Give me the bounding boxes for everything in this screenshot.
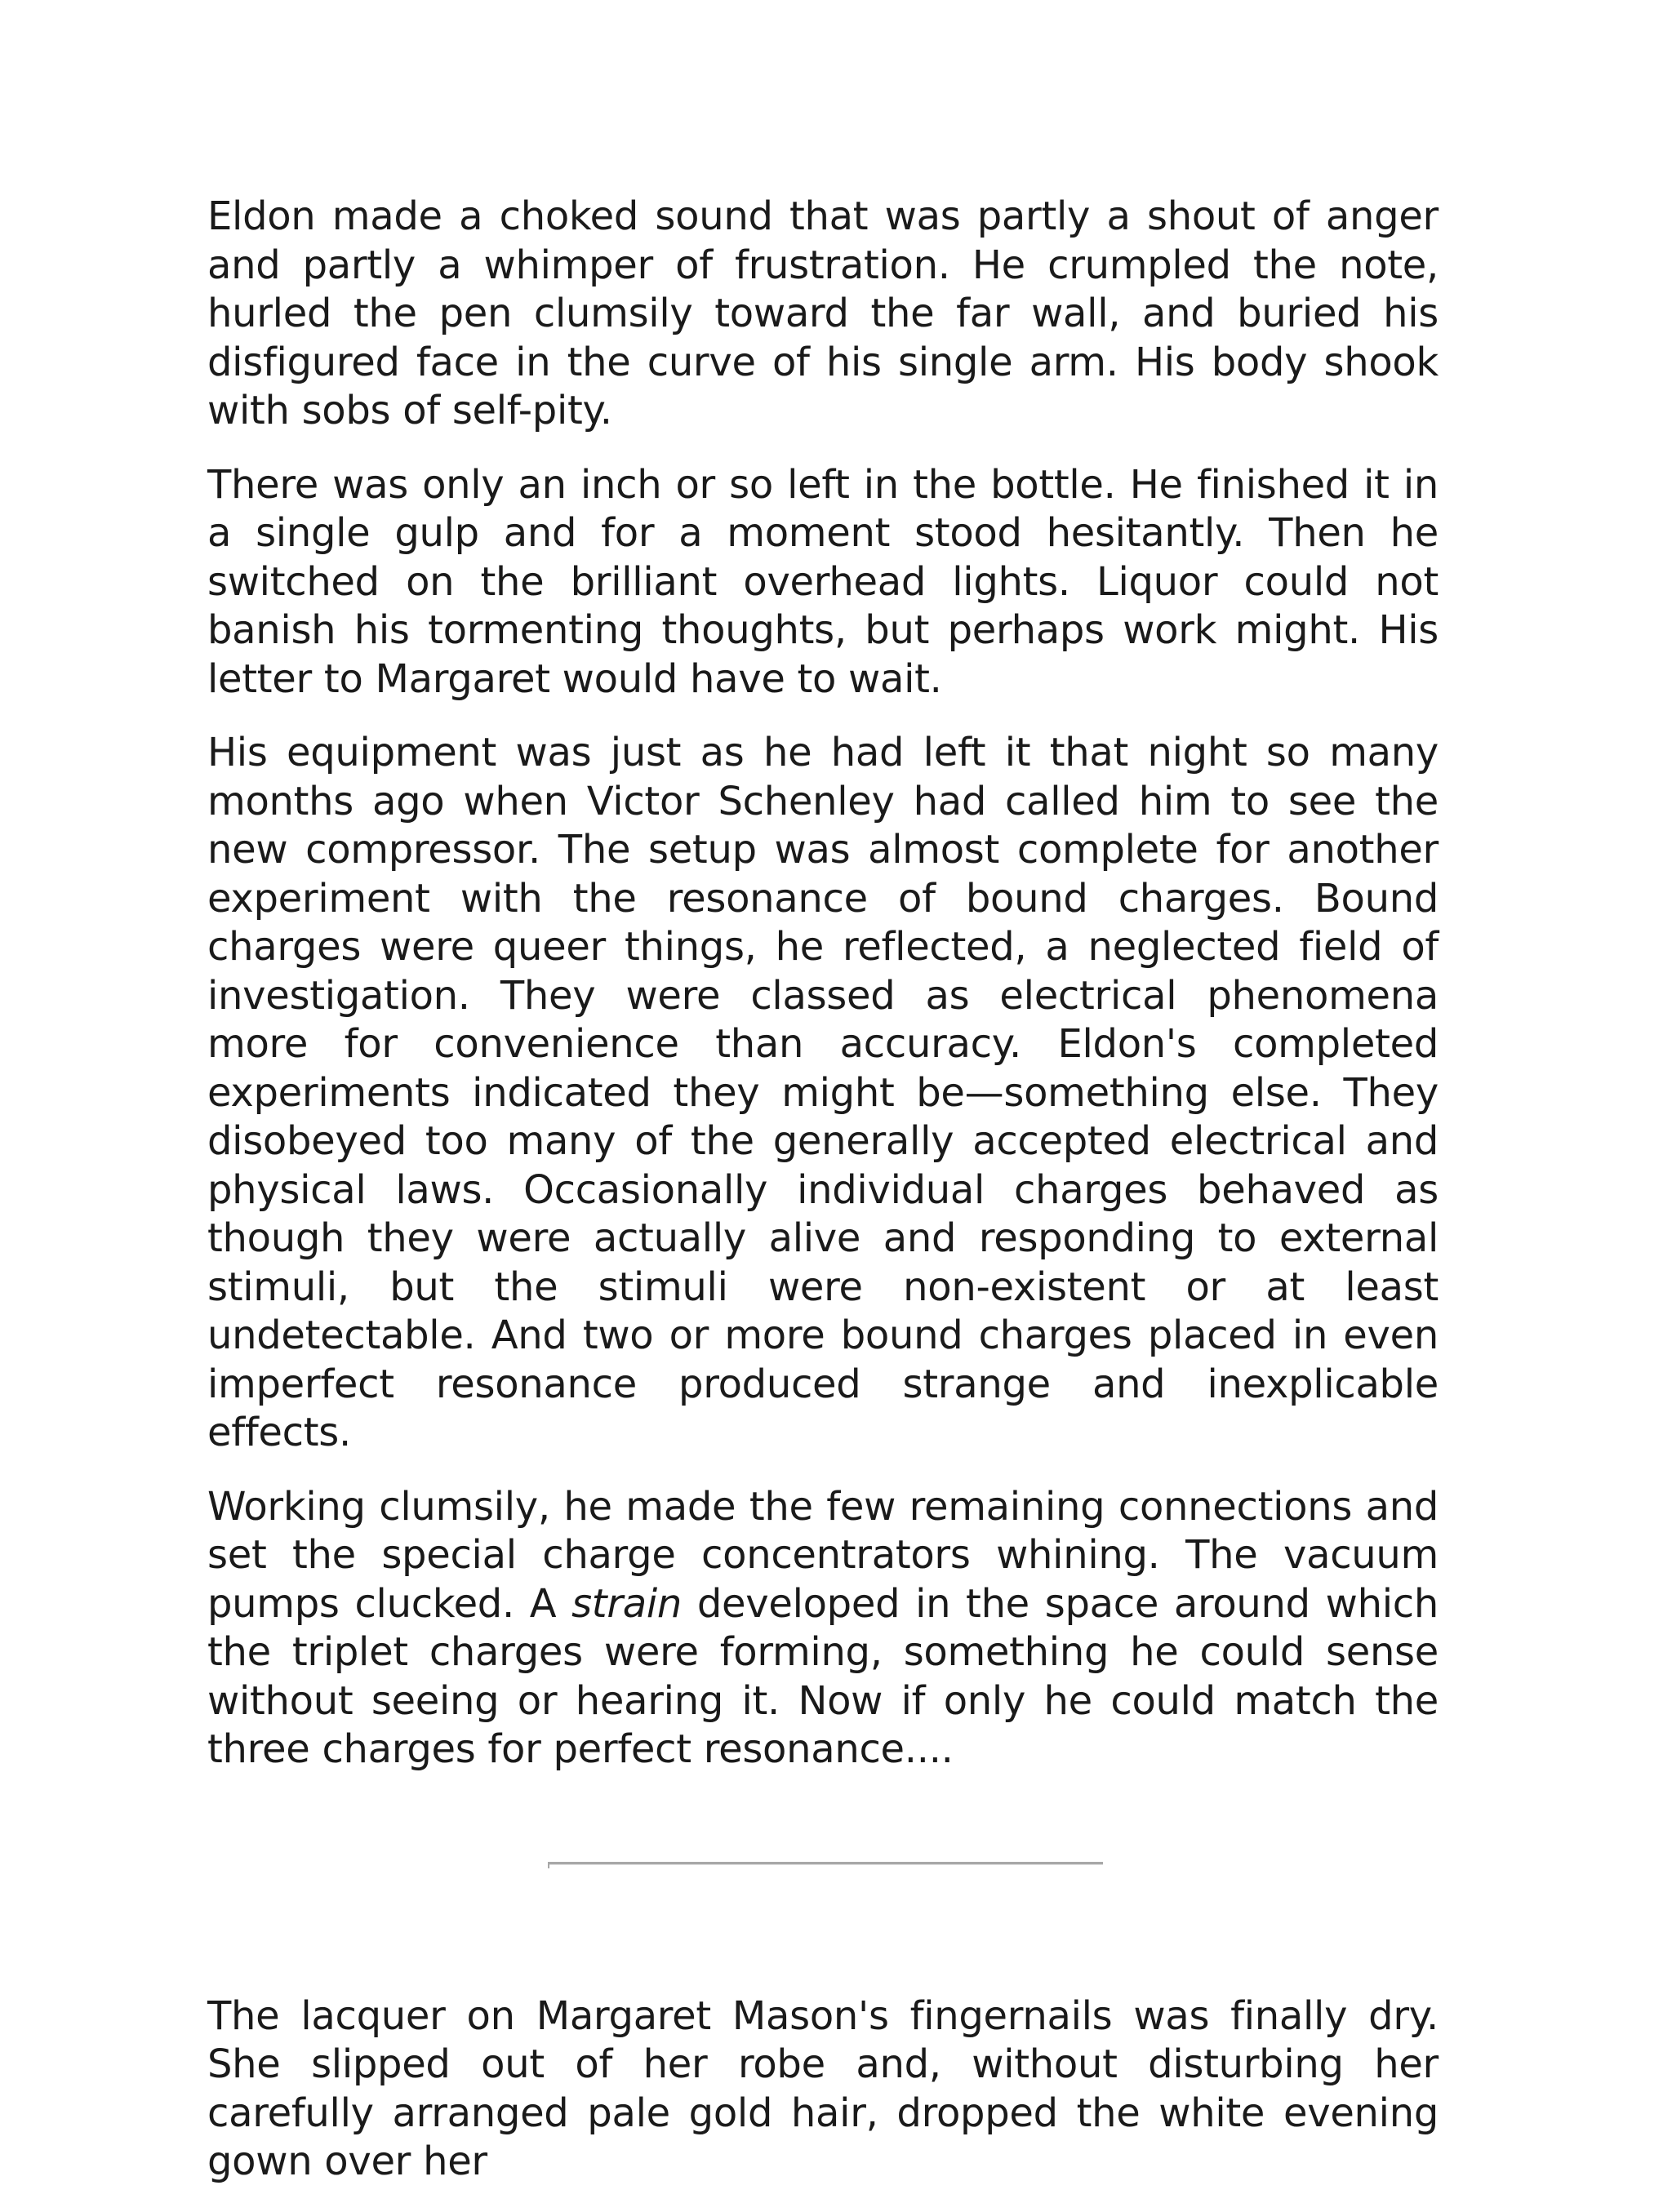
paragraph-3: His equipment was just as he had left it that night so many months ago when Victor Schenley had called him to see the new compressor. The setup was almost complete for another experiment with the resonance of bound charges. Bound charges were queer things, he reflected, a neglected field of investigation. They were classed as electrical phenomena more for convenience than accuracy. Eldon's completed experiments indicated they might be—something else. They disobeyed too many of the generally accepted electrical and physical laws. Occasionally individual charges behaved as though they were actually alive and responding to external stimuli, but the stimuli were non-existent or at least undetectable. And two or more bound charges placed in even imperfect resonance produced strange and inexplicable effects. xyxy=(207,730,1439,1455)
paragraph-1: Eldon made a choked sound that was partly a shout of anger and partly a whimper of frustration. He crumpled the note, hurled the pen clumsily toward the far wall, and buried his disfigured face in the curve of his single arm. His body shook with sobs of self-pity. xyxy=(207,193,1439,433)
paragraph-4-text-start: Working clumsily, he made the few remaining connections and set the special charge concentrators whining. The vacuum pumps clucked. A xyxy=(207,1483,1439,1627)
paragraph-4-italic-word: strain xyxy=(571,1580,683,1627)
paragraph-2: There was only an inch or so left in the bottle. He finished it in a single gulp and for a moment stood hesitantly. Then he switched on the brilliant overhead lights. Liquor could not banish his tormenting thoughts, but perhaps work might. His letter to Margaret would have to wait. xyxy=(207,461,1439,702)
paragraph-4-text-end: developed in the space around which the triplet charges were forming, something he could sense without seeing or hearing it. Now if only he could match the three charges for perfect resonance.... xyxy=(207,1580,1439,1772)
paragraph-4 xyxy=(207,1483,1439,1774)
section-divider-rule xyxy=(548,1862,1103,1865)
document-page xyxy=(207,193,1439,2212)
section-break xyxy=(207,1800,1439,1992)
paragraph-5: The lacquer on Margaret Mason's fingernails was finally dry. She slipped out of her robe and, without disturbing her carefully arranged pale gold hair, dropped the white evening gown over her xyxy=(207,1992,1439,2184)
